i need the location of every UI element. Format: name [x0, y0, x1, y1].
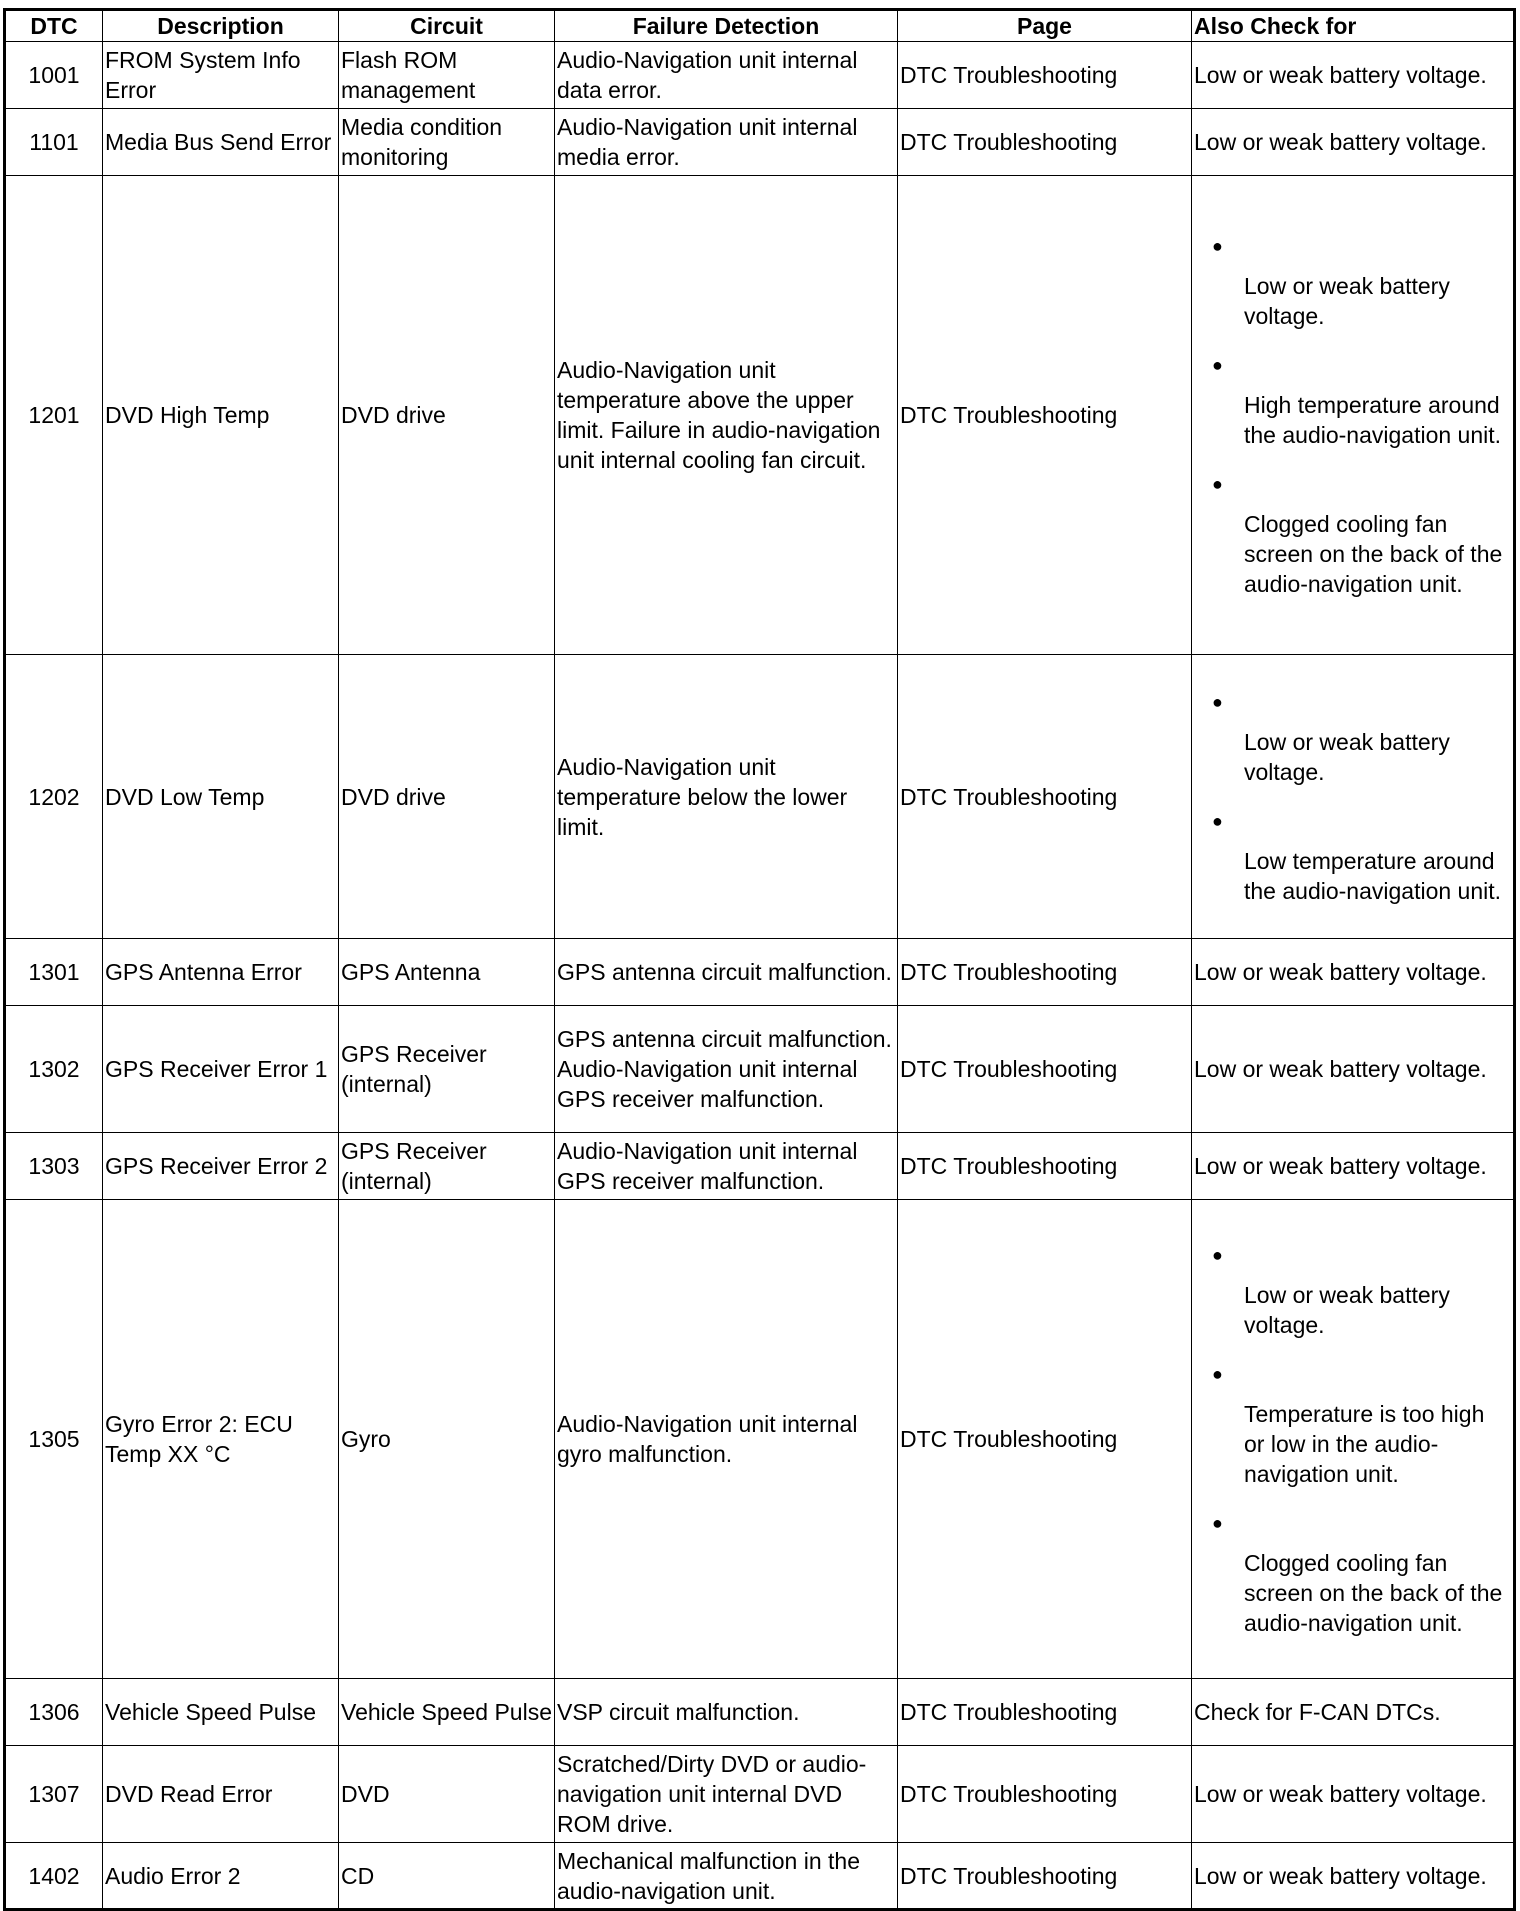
- circuit-cell: GPS Antenna: [339, 939, 555, 1006]
- table-row: [5, 1746, 1515, 1843]
- also-check-cell: Low or weak battery voltage.: [1192, 1843, 1515, 1910]
- header-also-check-for: Also Check for: [1192, 10, 1515, 42]
- table-row: [5, 1006, 1515, 1133]
- dtc-code: 1202: [5, 655, 103, 939]
- description-cell: Vehicle Speed Pulse: [103, 1679, 339, 1746]
- failure-detection-cell: Audio-Navigation unit temperature below the lower limit.: [555, 655, 898, 939]
- bullet-item: ● Low or weak battery voltage.: [1194, 1240, 1511, 1340]
- description-cell: Media Bus Send Error: [103, 109, 339, 176]
- page-link[interactable]: DTC Troubleshooting: [898, 1200, 1192, 1679]
- dtc-code: 1402: [5, 1843, 103, 1910]
- circuit-cell: Gyro: [339, 1200, 555, 1679]
- page-link[interactable]: DTC Troubleshooting: [898, 1133, 1192, 1200]
- page-link[interactable]: DTC Troubleshooting: [898, 1746, 1192, 1843]
- circuit-cell: Media condition monitoring: [339, 109, 555, 176]
- circuit-cell: DVD drive: [339, 655, 555, 939]
- also-check-list: [1194, 231, 1511, 599]
- dtc-code: 1101: [5, 109, 103, 176]
- dtc-code: 1201: [5, 176, 103, 655]
- also-check-list: [1194, 687, 1511, 906]
- failure-detection-cell: Mechanical malfunction in the audio-navigation unit.: [555, 1843, 898, 1910]
- table-row: [5, 1843, 1515, 1910]
- circuit-cell: DVD drive: [339, 176, 555, 655]
- header-dtc: DTC: [5, 10, 103, 42]
- circuit-cell: DVD: [339, 1746, 555, 1843]
- description-cell: DVD Low Temp: [103, 655, 339, 939]
- failure-detection-cell: Audio-Navigation unit internal data error.: [555, 42, 898, 109]
- page-link[interactable]: DTC Troubleshooting: [898, 939, 1192, 1006]
- table-row: [5, 655, 1515, 939]
- header-failure-detection: Failure Detection: [555, 10, 898, 42]
- bullet-item: ● Low or weak battery voltage.: [1194, 687, 1511, 787]
- also-check-cell: Low or weak battery voltage.: [1192, 109, 1515, 176]
- dtc-code: 1302: [5, 1006, 103, 1133]
- description-cell: FROM System Info Error: [103, 42, 339, 109]
- table-row: [5, 939, 1515, 1006]
- table-row: [5, 176, 1515, 655]
- failure-detection-cell: VSP circuit malfunction.: [555, 1679, 898, 1746]
- bullet-item: ● Low temperature around the audio-navigation unit.: [1194, 806, 1511, 906]
- failure-detection-cell: Scratched/Dirty DVD or audio-navigation unit internal DVD ROM drive.: [555, 1746, 898, 1843]
- bullet-item: ● High temperature around the audio-navigation unit.: [1194, 350, 1511, 450]
- dtc-table: [3, 8, 1516, 1911]
- failure-detection-cell: Audio-Navigation unit internal gyro malfunction.: [555, 1200, 898, 1679]
- table-row: [5, 109, 1515, 176]
- page-link[interactable]: DTC Troubleshooting: [898, 109, 1192, 176]
- circuit-cell: Vehicle Speed Pulse: [339, 1679, 555, 1746]
- failure-detection-cell: Audio-Navigation unit temperature above the upper limit. Failure in audio-navigation unit internal cooling fan circuit.: [555, 176, 898, 655]
- failure-detection-cell: GPS antenna circuit malfunction. Audio-Navigation unit internal GPS receiver malfunction.: [555, 1006, 898, 1133]
- circuit-cell: GPS Receiver (internal): [339, 1133, 555, 1200]
- page-link[interactable]: DTC Troubleshooting: [898, 1843, 1192, 1910]
- table-row: [5, 1133, 1515, 1200]
- also-check-cell: [1192, 176, 1515, 655]
- description-cell: GPS Antenna Error: [103, 939, 339, 1006]
- circuit-cell: CD: [339, 1843, 555, 1910]
- description-cell: GPS Receiver Error 2: [103, 1133, 339, 1200]
- circuit-cell: GPS Receiver (internal): [339, 1006, 555, 1133]
- header-description: Description: [103, 10, 339, 42]
- dtc-code: 1307: [5, 1746, 103, 1843]
- bullet-item: ● Temperature is too high or low in the audio-navigation unit.: [1194, 1359, 1511, 1489]
- table-row: [5, 1679, 1515, 1746]
- page-link[interactable]: DTC Troubleshooting: [898, 1006, 1192, 1133]
- header-page: Page: [898, 10, 1192, 42]
- description-cell: Audio Error 2: [103, 1843, 339, 1910]
- table-row: [5, 42, 1515, 109]
- table-row: [5, 1200, 1515, 1679]
- description-cell: DVD High Temp: [103, 176, 339, 655]
- dtc-code: 1301: [5, 939, 103, 1006]
- also-check-cell: Low or weak battery voltage.: [1192, 939, 1515, 1006]
- also-check-cell: Check for F-CAN DTCs.: [1192, 1679, 1515, 1746]
- also-check-cell: Low or weak battery voltage.: [1192, 1006, 1515, 1133]
- dtc-code: 1001: [5, 42, 103, 109]
- circuit-cell: Flash ROM management: [339, 42, 555, 109]
- also-check-cell: Low or weak battery voltage.: [1192, 42, 1515, 109]
- page-link[interactable]: DTC Troubleshooting: [898, 42, 1192, 109]
- failure-detection-cell: Audio-Navigation unit internal GPS receiver malfunction.: [555, 1133, 898, 1200]
- description-cell: DVD Read Error: [103, 1746, 339, 1843]
- bullet-item: ● Clogged cooling fan screen on the back of the audio-navigation unit.: [1194, 469, 1511, 599]
- also-check-cell: [1192, 1200, 1515, 1679]
- also-check-list: [1194, 1240, 1511, 1638]
- failure-detection-cell: GPS antenna circuit malfunction.: [555, 939, 898, 1006]
- dtc-code: 1306: [5, 1679, 103, 1746]
- also-check-cell: [1192, 655, 1515, 939]
- description-cell: Gyro Error 2: ECU Temp XX °C: [103, 1200, 339, 1679]
- header-row: [5, 10, 1515, 42]
- page-link[interactable]: DTC Troubleshooting: [898, 176, 1192, 655]
- description-cell: GPS Receiver Error 1: [103, 1006, 339, 1133]
- header-circuit: Circuit: [339, 10, 555, 42]
- failure-detection-cell: Audio-Navigation unit internal media error.: [555, 109, 898, 176]
- also-check-cell: Low or weak battery voltage.: [1192, 1133, 1515, 1200]
- page-link[interactable]: DTC Troubleshooting: [898, 1679, 1192, 1746]
- bullet-item: ● Clogged cooling fan screen on the back of the audio-navigation unit.: [1194, 1508, 1511, 1638]
- dtc-code: 1303: [5, 1133, 103, 1200]
- also-check-cell: Low or weak battery voltage.: [1192, 1746, 1515, 1843]
- page-link[interactable]: DTC Troubleshooting: [898, 655, 1192, 939]
- dtc-code: 1305: [5, 1200, 103, 1679]
- bullet-item: ● Low or weak battery voltage.: [1194, 231, 1511, 331]
